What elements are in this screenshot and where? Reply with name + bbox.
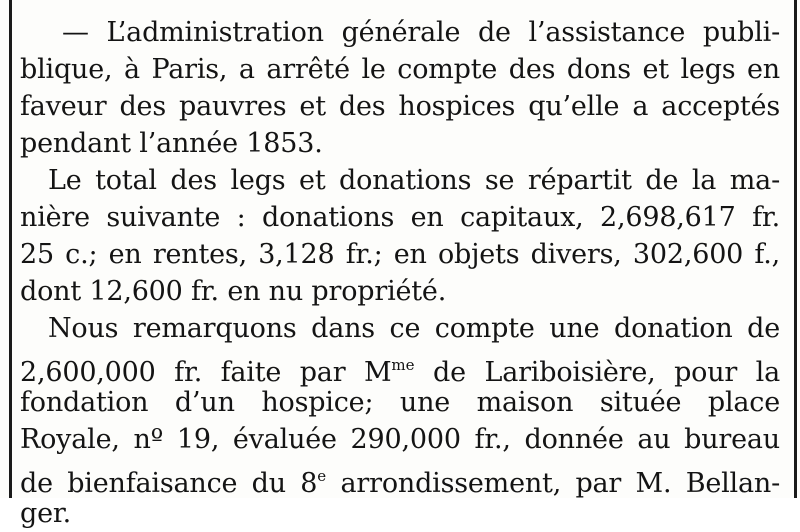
right-column-rule (794, 0, 797, 498)
text-line: dont 12,600 fr. en nu propriété. (20, 276, 447, 307)
text-line: nière suivante : donations en capitaux, 2,698,617 fr. (20, 202, 780, 233)
text-line: blique, à Paris, a arrêté le compte des dons et legs en (20, 54, 780, 85)
text-line (20, 347, 781, 388)
text-segment: 2,600,000 fr. faite par M (20, 357, 392, 388)
text-line: pendant l’année 1853. (20, 128, 323, 159)
text-line: Royale, nº 19, évaluée 290,000 fr., donnée au bureau (20, 424, 780, 455)
superscript: e (317, 467, 327, 485)
text-segment: de bienfaisance du 8 (20, 468, 318, 499)
text-line: — L’administration générale de l’assistance publi- (62, 17, 780, 48)
text-segment: arrondissement, par M. Bellan- (326, 468, 780, 499)
superscript: me (391, 356, 415, 374)
left-column-rule (9, 0, 12, 498)
text-line: ger. (20, 498, 71, 529)
text-line: Nous remarquons dans ce compte une donation de (48, 313, 780, 344)
text-line: faveur des pauvres et des hospices qu’elle a acceptés (20, 91, 780, 122)
text-line: 25 c.; en rentes, 3,128 fr.; en objets divers, 302,600 f., (20, 239, 780, 270)
text-segment: de Lariboisière, pour la (414, 357, 781, 388)
text-line: Le total des legs et donations se répartit de la ma- (48, 165, 780, 196)
text-line (20, 458, 780, 499)
text-line: fondation d’un hospice; une maison située place (20, 387, 780, 418)
